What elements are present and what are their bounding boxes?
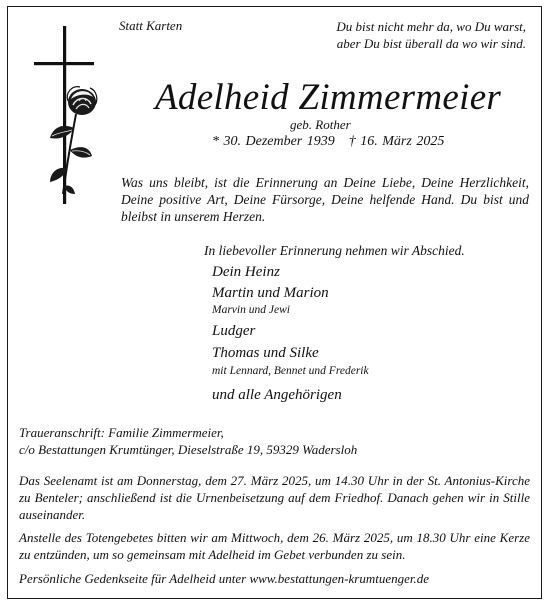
- motto: [336, 18, 526, 52]
- cross-with-rose-icon: [30, 26, 110, 216]
- mourner-name: Martin und Marion: [212, 285, 329, 301]
- mourning-address: [19, 424, 357, 458]
- mourner-sub: Marvin und Jewi: [212, 304, 290, 316]
- death-date: † 16. März 2025: [348, 134, 445, 149]
- service-notice: Das Seelenamt ist am Donnerstag, dem 27. März 2025, um 14.30 Uhr in der St. Antonius-Kirche zu Benteler; anschließend ist die Urnenbeisetzung auf dem Friedhof. Danach gehen wir in Stille auseinander.: [19, 473, 530, 522]
- mourner-name: Thomas und Silke: [212, 345, 319, 361]
- birth-name: geb. Rother: [290, 117, 351, 132]
- mourner-sub: mit Lennard, Bennet und Frederik: [212, 365, 369, 377]
- deceased-name: Adelheid Zimmermeier: [155, 77, 502, 118]
- mourner-name: Ludger: [212, 323, 256, 339]
- header-note: Statt Karten: [119, 18, 183, 33]
- address-line-2: c/o Bestattungen Krumtünger, Dieselstraße 19, 59329 Wadersloh: [19, 442, 358, 457]
- mourner-name: und alle Angehörigen: [212, 387, 342, 403]
- address-line-1: Traueranschrift: Familie Zimmermeier,: [19, 425, 224, 440]
- tribute-text: Was uns bleibt, ist die Erinnerung an Deine Liebe, Deine Herzlichkeit, Deine positive Art, Deine Fürsorge, Deine helfende Hand. Du bist und bleibst in unserem Herzen.: [121, 175, 529, 224]
- motto-line-1: Du bist nicht mehr da, wo Du warst,: [336, 19, 526, 34]
- birth-date: * 30. Dezember 1939: [212, 134, 335, 149]
- memorial-website: Persönliche Gedenkseite für Adelheid unter www.bestattungen-krumtuenger.de: [19, 571, 430, 586]
- motto-line-2: aber Du bist überall da wo wir sind.: [336, 36, 526, 51]
- life-dates: [212, 134, 444, 150]
- farewell-intro: In liebevoller Erinnerung nehmen wir Abschied.: [204, 243, 465, 258]
- mourner-name: Dein Heinz: [212, 264, 280, 280]
- prayer-notice: Anstelle des Totengebetes bitten wir am Mittwoch, dem 26. März 2025, um 18.30 Uhr eine Kerze zu entzünden, um so gemeinsam mit Adelheid im Gebet verbunden zu sein.: [19, 530, 530, 562]
